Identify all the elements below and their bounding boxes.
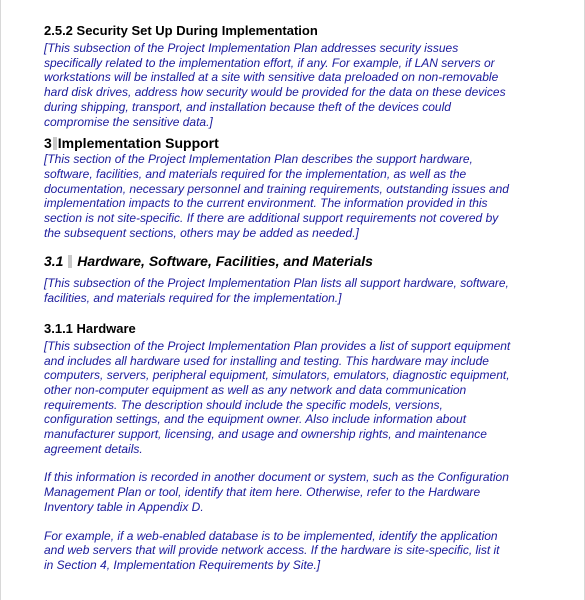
paragraph-implementation-support: [This section of the Project Implementation Plan describes the support hardware, software, facilities, and materials required for the implementation, as well as the documentation, necessary personnel and training requirements, outstanding issues and implementation impacts to the current environment. The information provided in this section is not site-specific. If there are additional support requirements not covered by the subsequent sections, others may be added as needed.] [44,152,509,240]
heading-3-1 [44,252,546,270]
heading-3 [44,135,546,152]
heading-3-1-number: 3.1 [44,253,64,270]
paragraph-hardware-software: [This subsection of the Project Implementation Plan lists all support hardware, software, facilities, and materials required for the implementation.] [44,276,509,306]
heading-3-1-title: Hardware, Software, Facilities, and Materials [77,253,373,270]
heading-3-number: 3 [44,135,52,152]
heading-3-1-1: 3.1.1 Hardware [44,320,136,336]
heading-marker [53,137,57,150]
heading-2-5-2: 2.5.2 Security Set Up During Implementation [44,23,318,38]
paragraph-security-setup: [This subsection of the Project Implementation Plan addresses security issues specifically related to the implementation effort, if any. For example, if LAN servers or workstations will be installed at a site with sensitive data preloaded on non-removable hard disk drives, address how security would be provided for the data on these devices during shipping, transport, and installation because theft of the devices could compromise the sensitive data.] [44,41,506,129]
document-content [44,22,546,573]
heading-marker [68,255,72,268]
paragraph-hardware-3: For example, if a web-enabled database is to be implemented, identify the application and web servers that will provide network access. If the hardware is site-specific, list it in Section 4, Implementation Requirements by Site.] [44,528,500,572]
heading-3-title: Implementation Support [57,135,219,152]
paragraph-hardware-2: If this information is recorded in another document or system, such as the Configuration Management Plan or tool, identify that item here. Otherwise, refer to the Hardware Inventory table in Appendix D. [44,470,509,514]
paragraph-hardware-1: [This subsection of the Project Implementation Plan provides a list of support equipment and includes all hardware used for installing and testing. This hardware may include computers, servers, peripheral equipment, simulators, emulators, diagnostic equipment, other non-computer equipment as well as any network and data communication requirements. The description should include the specific models, versions, configuration settings, and the equipment owner. Also include information about manufacturer support, licensing, and usage and ownership rights, and maintenance agreement details. [44,338,511,456]
